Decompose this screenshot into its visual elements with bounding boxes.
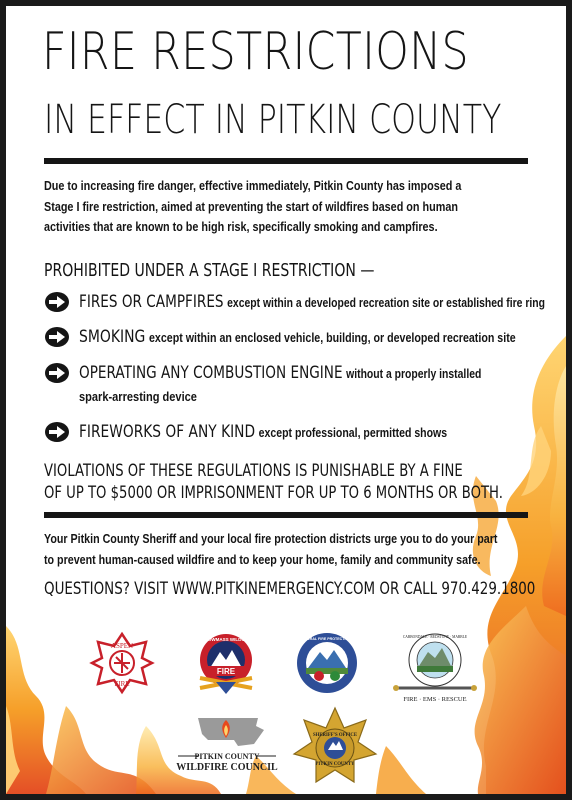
aspen-fire-logo [90,632,154,694]
restriction-desc: except within an enclosed vehicle, building, or developed recreation site [148,330,516,345]
snowmass-fire-text: FIRE [216,667,236,676]
restriction-lead: FIRES OR CAMPFIRES [79,292,224,312]
restriction-lead: SMOKING [79,327,146,347]
circle-arrow-right-icon [44,421,70,443]
basalt-rural-fire-logo [285,632,369,694]
restriction-text [79,326,516,348]
questions-line: QUESTIONS? VISIT WWW.PITKINEMERGENCY.COM OR CALL 970.429.1800 [44,579,536,599]
poster-content [6,6,566,794]
urge-paragraph [44,529,523,571]
restriction-desc: without a properly installed [346,366,482,381]
aspen-logo-top-text: ASPEN [110,642,134,650]
divider-bottom [44,512,528,518]
restriction-lead: OPERATING ANY COMBUSTION ENGINE [79,363,343,383]
title-main: FIRE RESTRICTIONS [42,22,470,82]
snowmass-wildcat-fire-logo [190,632,262,698]
divider-top [44,158,528,164]
snowmass-arc-text: SNOWMASS WILDCAT [201,637,251,642]
basalt-arc-text: BASALT & RURAL FIRE PROTECTION DISTRICT [285,637,369,641]
intro-line: activities that are known to be high risk, specifically smoking and campfires. [44,220,438,234]
prohibited-heading: PROHIBITED UNDER A STAGE I RESTRICTION — [44,260,375,281]
restriction-desc-continued: spark-arresting device [79,389,197,404]
title-sub: IN EFFECT IN PITKIN COUNTY [44,97,502,143]
circle-arrow-right-icon [44,362,70,384]
carbondale-fire-logo [390,632,480,704]
restriction-text [79,421,447,443]
restriction-text [79,362,481,384]
sheriffs-office-badge [292,706,378,790]
restriction-desc: except professional, permitted shows [258,425,448,440]
intro-line: Stage I fire restriction, aimed at preventing the start of wildfires based on human [44,199,458,214]
violation-line: VIOLATIONS OF THESE REGULATIONS IS PUNISHABLE BY A FINE [44,461,463,480]
violation-line: OF UP TO $5000 OR IMPRISONMENT FOR UP TO 6 MONTHS OR BOTH. [44,483,503,502]
carbondale-arc-text: CARBONDALE · REDSTONE · MARBLE [402,635,468,639]
carbondale-tagline: FIRE · EMS · RESCUE [403,696,467,703]
circle-arrow-right-icon [44,291,70,313]
sheriff-bottom-text: PITKIN COUNTY [315,762,355,767]
intro-paragraph [44,176,528,238]
aspen-logo-bottom-text: FIRE [114,680,130,688]
urge-line: Your Pitkin County Sheriff and your local fire protection districts urge you to do your part [44,532,498,546]
circle-arrow-right-icon [44,326,70,348]
wildfire-council-logo [168,712,286,774]
restriction-desc: except within a developed recreation site or established fire ring [227,295,545,310]
wildfire-council-line2: WILDFIRE COUNCIL [176,762,278,773]
restriction-lead: FIREWORKS OF ANY KIND [79,422,256,442]
poster [6,6,566,794]
wildfire-council-line1: PITKIN COUNTY [194,752,260,761]
restriction-text [79,291,545,313]
urge-line: to prevent human-caused wildfire and to keep your home, family and community safe. [44,553,481,567]
intro-line: Due to increasing fire danger, effective immediately, Pitkin County has imposed a [44,179,462,193]
sheriff-top-text: SHERIFF'S OFFICE [312,733,358,738]
